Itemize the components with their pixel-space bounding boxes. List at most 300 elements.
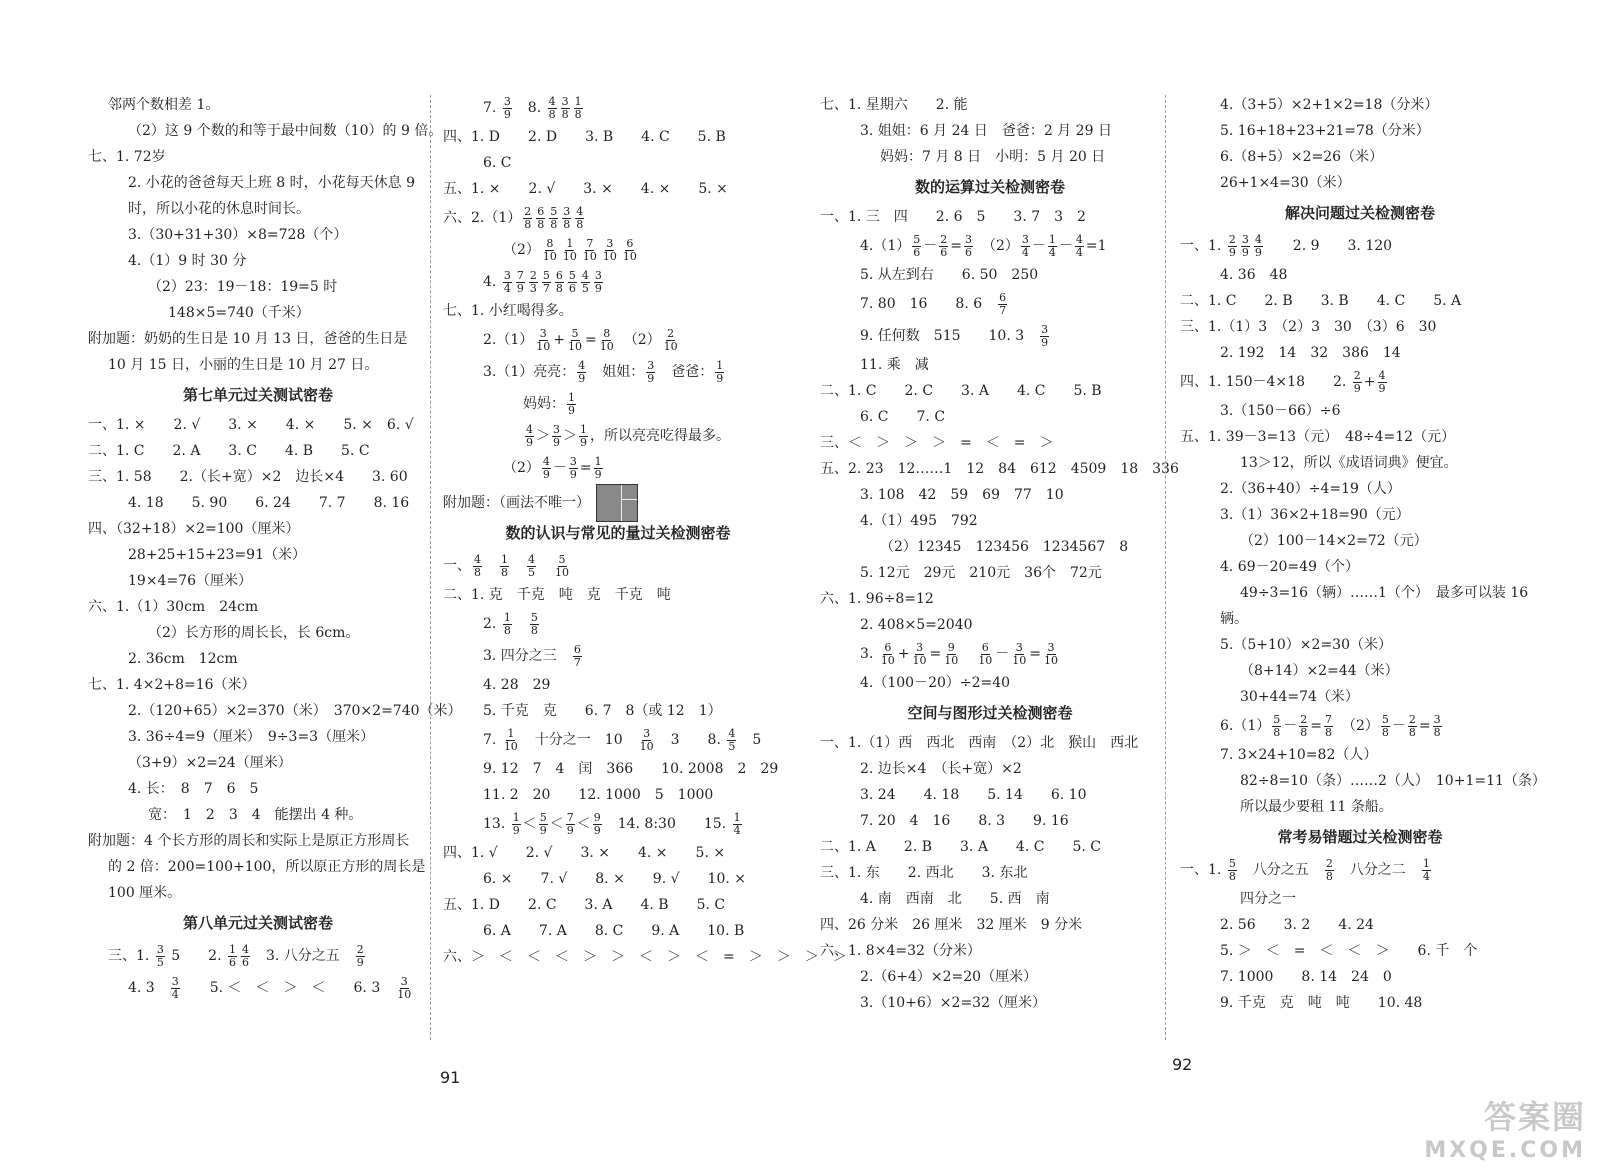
answer-text: （2）100－14×2=72（元） (1240, 533, 1428, 549)
answer-text: 5. 千克 克 6. 7 8（或 12 1） (483, 703, 722, 719)
answer-text: 五、1. D 2. C 3. A 4. B 5. C (443, 897, 726, 913)
answer-text: （2） (1335, 718, 1379, 734)
answer-line (1180, 606, 1540, 632)
fraction (1075, 234, 1084, 259)
answer-line (1180, 684, 1540, 710)
column-divider (1165, 95, 1166, 1040)
numerator: 3 (1433, 712, 1441, 726)
fraction (1408, 714, 1417, 739)
answer-text: 3. 108 42 59 69 77 10 (860, 487, 1064, 503)
answer-text: （2） (503, 242, 540, 258)
answer-line (88, 854, 428, 880)
section-heading: 数的运算过关检测密卷 (914, 178, 1065, 196)
numerator: 4 (581, 268, 589, 282)
answer-text: = (929, 646, 942, 662)
answer-line (1180, 742, 1540, 768)
denominator: 8 (550, 217, 558, 231)
denominator: 4 (1422, 869, 1430, 883)
numerator: 4 (241, 942, 249, 956)
answer-text: 辆。 (1220, 611, 1248, 627)
denominator: 10 (542, 249, 557, 263)
numerator: 9 (593, 810, 601, 824)
answer-text: 13＞12，所以《成语词典》便宜。 (1240, 455, 1458, 471)
answer-text: 4. 69－20=49（个） (1220, 559, 1359, 575)
numerator: 3 (965, 232, 972, 246)
answer-text: 四、1. √ 2. √ 3. × 4. × 5. × (443, 845, 726, 861)
watermark-site: MXQE.COM (1424, 1138, 1586, 1163)
denominator: 4 (503, 281, 511, 295)
answer-text: 6. × 7. √ 8. × 9. √ 10. × (483, 871, 746, 887)
fraction (548, 96, 557, 121)
numerator: 1 (1422, 856, 1430, 870)
numerator: 3 (539, 326, 547, 340)
fraction (1433, 714, 1442, 739)
fraction (574, 96, 583, 121)
numerator: 3 (563, 204, 571, 218)
denominator: 8 (503, 623, 511, 637)
answer-line (1180, 118, 1540, 144)
answer-text: － (1031, 238, 1046, 254)
answer-text: 4. 18 5. 90 6. 24 7. 7 8. 16 (128, 495, 410, 511)
answer-text: 5. 从左到右 6. 50 250 (860, 267, 1039, 283)
denominator: 10 (639, 739, 654, 753)
fraction (503, 270, 512, 295)
denominator: 6 (965, 245, 972, 259)
answer-text: 3. 四分之三 (483, 648, 571, 664)
answer-text: 附加题：4 个长方形的周长和实际上是原正方形周长 (88, 833, 410, 849)
denominator: 5 (728, 739, 736, 753)
fraction (573, 644, 582, 669)
answer-line (820, 204, 1160, 230)
answer-line (88, 516, 428, 542)
fraction (663, 328, 679, 353)
answer-text: 2. 56 3. 2 4. 24 (1220, 917, 1374, 933)
answer-line (88, 464, 428, 490)
answer-line (443, 782, 793, 808)
numerator: 2 (356, 942, 364, 956)
fraction (912, 642, 928, 667)
answer-text: 9. 千克 克 吨 吨 10. 48 (1220, 995, 1423, 1011)
answer-line (88, 222, 428, 248)
answer-line (88, 438, 428, 464)
answer-text: 2. (483, 616, 501, 632)
answer-line (1180, 398, 1540, 424)
fraction (622, 238, 638, 263)
denominator: 8 (555, 281, 563, 295)
answer-text: － (1391, 718, 1406, 734)
answer-text: 五、2. 23 12……1 12 84 612 4509 18 336 (820, 461, 1179, 477)
numerator: 6 (573, 642, 581, 656)
answer-line (1180, 92, 1540, 118)
denominator: 9 (1228, 245, 1236, 259)
fraction (561, 96, 570, 121)
answer-line (820, 118, 1160, 144)
fraction (1043, 642, 1059, 667)
answer-text: （2）23：19－18：19=5 时 (148, 279, 338, 295)
fraction (552, 424, 561, 449)
denominator: 9 (1241, 245, 1249, 259)
denominator: 9 (1378, 381, 1386, 395)
answer-text: 3.（150－66）÷6 (1220, 403, 1341, 419)
answer-line (88, 620, 428, 646)
answer-text: ，所以亮亮吃得最多。 (590, 428, 730, 444)
fraction (512, 812, 521, 837)
answer-text: 一、1. (1180, 238, 1226, 254)
answer-line (443, 92, 793, 124)
numerator: 3 (1041, 322, 1049, 336)
denominator: 8 (474, 565, 481, 579)
answer-line (443, 672, 793, 698)
fraction (568, 270, 577, 295)
answer-line (443, 356, 793, 388)
answer-text: 3. 24 4. 18 5. 14 6. 10 (860, 787, 1087, 803)
denominator: 9 (553, 435, 560, 449)
answer-text: 十分之一 10 (520, 732, 637, 748)
answer-line (443, 944, 847, 970)
answer-text: 28+25+15+23=91（米） (128, 547, 306, 563)
answer-text: ＜ (576, 816, 591, 832)
fraction (581, 270, 590, 295)
answer-text: 六、1. 8×4=32（分米） (820, 943, 981, 959)
answer-line (88, 248, 428, 274)
answer-line (1180, 476, 1540, 502)
answer-line (820, 320, 1160, 352)
answer-line (443, 866, 793, 892)
denominator: 9 (594, 467, 602, 481)
section-heading: 常考易错题过关检测密卷 (1277, 828, 1443, 846)
answer-text: 9. 12 7 4 闰 366 10. 2008 2 29 (483, 761, 779, 777)
denominator: 8 (561, 107, 569, 121)
answer-text: 2. 小花的爸爸每天上班 8 时，小花每天休息 9 (128, 175, 415, 191)
fraction (516, 270, 525, 295)
fraction (554, 554, 570, 579)
denominator: 8 (574, 107, 582, 121)
section-heading: 第八单元过关测试密卷 (182, 914, 333, 932)
answer-text: 4. 3 (128, 980, 169, 996)
fraction (503, 612, 512, 637)
denominator: 9 (594, 281, 602, 295)
answer-text: 11. 乘 减 (860, 357, 929, 373)
answer-line (88, 196, 428, 222)
denominator: 9 (580, 435, 587, 449)
answer-line (820, 262, 1160, 288)
numerator: 9 (947, 640, 955, 654)
answer-text: 七、1. 4×2+8=16（米） (88, 677, 256, 693)
answer-text: 五、1. 39－3=13（元） 48÷4=12（元） (1180, 429, 1456, 445)
answer-text: 7. 80 16 8. 6 (860, 296, 997, 312)
answer-text: 三、＜ ＞ ＞ ＞ = ＜ = ＞ (820, 435, 1054, 451)
fraction (1353, 370, 1362, 395)
answer-text: 6.（1） (1220, 718, 1271, 734)
fraction (396, 976, 412, 1001)
answer-text: 六、1.（1）30cm 24cm (88, 599, 259, 615)
denominator: 7 (573, 655, 581, 669)
column-4 (1180, 92, 1546, 1016)
denominator: 5 (528, 565, 535, 579)
fraction (529, 270, 538, 295)
answer-text: 6. A 7. A 8. C 9. A 10. B (483, 923, 745, 939)
answer-line (1180, 230, 1540, 262)
answer-line (443, 324, 793, 356)
numerator: 6 (981, 640, 989, 654)
answer-text: 14. 8:30 15. (603, 816, 731, 832)
answer-line (820, 756, 1160, 782)
answer-text: 4.（1）9 时 30 分 (128, 253, 247, 269)
denominator: 4 (1021, 245, 1029, 259)
answer-line (1180, 554, 1540, 580)
answer-line (88, 750, 428, 776)
numerator: 3 (1021, 232, 1029, 246)
numerator: 5 (558, 552, 566, 566)
answer-text: 5 (738, 732, 762, 748)
denominator: 4 (171, 987, 179, 1001)
numerator: 5 (530, 610, 538, 624)
answer-line (820, 560, 1160, 586)
answer-text: 2. 9 3. 120 (1264, 238, 1393, 254)
answer-text: + (897, 646, 910, 662)
denominator: 8 (501, 565, 508, 579)
answer-text: （2） (975, 238, 1019, 254)
fraction (1021, 234, 1030, 259)
fraction (241, 944, 250, 969)
answer-text: 八分之五 (1238, 862, 1323, 878)
denominator: 10 (622, 249, 637, 263)
fraction (567, 328, 583, 353)
fraction (593, 812, 602, 837)
watermark-logo (1424, 1092, 1586, 1163)
answer-text: + (1363, 374, 1376, 390)
answer-line (88, 940, 428, 972)
denominator: 8 (576, 217, 584, 231)
denominator: 10 (880, 653, 895, 667)
fraction (569, 456, 578, 481)
denominator: 8 (1408, 725, 1416, 739)
answer-line (88, 568, 428, 594)
answer-text: 2. 边长×4 （长+宽）×2 (860, 761, 1022, 777)
denominator: 9 (356, 955, 364, 969)
numerator: 4 (576, 204, 584, 218)
answer-text: － (995, 646, 1010, 662)
numerator: 2 (940, 232, 948, 246)
answer-text: 六、＞ ＜ ＜ ＜ ＞ ＞ ＜ ＞ ＜ = ＞ ＞ ＞ ＞ (443, 949, 847, 965)
answer-line (443, 202, 793, 234)
answer-text: = (1418, 718, 1431, 734)
fraction (567, 392, 576, 417)
denominator: 10 (944, 653, 959, 667)
fraction (536, 206, 545, 231)
answer-text: （2）12345 123456 1234567 8 (880, 539, 1129, 555)
numerator: 3 (553, 422, 560, 436)
answer-text: 2. 192 14 32 386 14 (1220, 345, 1401, 361)
answer-text (511, 558, 525, 574)
answer-text: 9. 任何数 515 10. 3 (860, 328, 1039, 344)
answer-text: 三、1. 58 2.（长+宽）×2 边长×4 3. 60 (88, 469, 408, 485)
numerator: 3 (569, 454, 577, 468)
answer-text: （2） (503, 460, 540, 476)
answer-line (88, 542, 428, 568)
denominator: 10 (582, 249, 597, 263)
numerator: 5 (539, 810, 547, 824)
column-1 (88, 92, 462, 1004)
answer-text: 时，所以小花的休息时间长。 (128, 201, 310, 217)
answer-line (820, 938, 1160, 964)
denominator: 9 (716, 371, 724, 385)
answer-line (1180, 854, 1540, 886)
answer-line (820, 912, 1160, 938)
denominator: 10 (602, 249, 617, 263)
column-2 (443, 92, 847, 970)
answer-text: 一、1. × 2. √ 3. × 4. × 5. × 6. √ (88, 417, 414, 433)
answer-line (820, 534, 1160, 560)
numerator: 4 (528, 552, 535, 566)
section-heading: 第七单元过关测试密卷 (182, 386, 333, 404)
answer-text: 的 2 倍：200=100+100，所以原正方形的周长是 (108, 859, 426, 875)
column-3 (820, 92, 1179, 1016)
answer-line (1180, 580, 1540, 606)
answer-text: 49÷3=16（辆）……1（个） 最多可以装 16 (1240, 585, 1529, 601)
answer-line (1180, 528, 1540, 554)
denominator: 9 (512, 823, 520, 837)
answer-line (820, 670, 1160, 696)
denominator: 8 (1300, 725, 1308, 739)
denominator: 4 (1048, 245, 1056, 259)
numerator: 3 (647, 358, 655, 372)
answer-line (443, 388, 793, 420)
answer-text: 2. 408×5=2040 (860, 617, 973, 633)
fraction (582, 238, 598, 263)
answer-line (820, 586, 1160, 612)
fraction (1272, 714, 1281, 739)
numerator: 1 (574, 94, 582, 108)
answer-line (820, 964, 1160, 990)
fraction (1325, 858, 1334, 883)
numerator: 7 (586, 236, 594, 250)
denominator: 7 (999, 303, 1007, 317)
fraction (539, 812, 548, 837)
numerator: 4 (474, 552, 481, 566)
answer-line (88, 412, 428, 438)
fraction (639, 728, 655, 753)
answer-text: 四、26 分米 26 厘米 32 厘米 9 分米 (820, 917, 1083, 933)
answer-line (443, 608, 793, 640)
fraction (555, 270, 564, 295)
answer-text: 3. 姐姐：6 月 24 日 爸爸：2 月 29 日 (860, 123, 1112, 139)
section-heading: 数的认识与常见的量过关检测密卷 (505, 524, 731, 542)
denominator: 9 (566, 823, 574, 837)
answer-text: （3+9）×2=24（厘米） (128, 755, 292, 771)
answer-text: 爸爸： (657, 364, 714, 380)
denominator: 10 (1044, 653, 1059, 667)
numerator: 2 (529, 268, 537, 282)
answer-line (820, 430, 1160, 456)
numerator: 2 (1228, 232, 1236, 246)
answer-text: 100 厘米。 (108, 885, 182, 901)
denominator: 3 (529, 281, 537, 295)
numerator: 3 (606, 236, 614, 250)
denominator: 10 (536, 339, 551, 353)
answer-text: = (585, 332, 597, 348)
answer-line (443, 582, 793, 608)
answer-line (820, 860, 1160, 886)
denominator: 8 (1273, 725, 1281, 739)
numerator: 1 (566, 236, 574, 250)
denominator: 8 (1433, 725, 1441, 739)
answer-line (443, 640, 793, 672)
answer-text: 2.（36+40）÷4=19（人） (1220, 481, 1401, 497)
fraction (542, 238, 558, 263)
answer-text: 妈妈：7 月 8 日 小明：5 月 20 日 (880, 149, 1106, 165)
numerator: 1 (568, 390, 575, 404)
fraction (562, 238, 578, 263)
fraction (156, 944, 165, 969)
answer-text: 三、1.（1）3 （2）3 30 （3）6 30 (1180, 319, 1437, 335)
numerator: 4 (1075, 232, 1083, 246)
answer-text: 七、1. 小红喝得多。 (443, 303, 573, 319)
answer-line (443, 266, 793, 298)
numerator: 5 (542, 268, 550, 282)
answer-text (538, 558, 552, 574)
numerator: 2 (1353, 368, 1361, 382)
denominator: 9 (503, 107, 511, 121)
answer-text: 5. ＞ ＜ = ＜ ＜ ＞ 6. 千 个 (1220, 943, 1478, 959)
answer-text: 姐姐： (588, 364, 645, 380)
denominator: 10 (397, 987, 412, 1001)
denominator: 8 (548, 107, 556, 121)
answer-text: 82÷8=10（条）……2（人） 10+1=11（条） (1240, 773, 1546, 789)
numerator: 2 (1300, 712, 1308, 726)
answer-text: 3 8. (656, 732, 726, 748)
answer-text: 4.（1）495 792 (860, 513, 978, 529)
fraction (1254, 234, 1263, 259)
section-heading: 解决问题过关检测密卷 (1284, 204, 1435, 222)
answer-text: 4. 36 48 (1220, 267, 1288, 283)
answer-text: 5. ＜ ＜ ＞ ＜ 6. 3 (181, 980, 395, 996)
numerator: 5 (550, 204, 558, 218)
denominator: 10 (663, 339, 678, 353)
answer-text: － (923, 238, 938, 254)
answer-line (88, 326, 428, 352)
numerator: 2 (1408, 712, 1416, 726)
answer-text: 3.（10+6）×2=32（厘米） (860, 995, 1046, 1011)
answer-text: 四分之一 (1240, 891, 1296, 907)
answer-text: （2） (616, 332, 661, 348)
answer-text: 7. 20 4 16 8. 3 9. 16 (860, 813, 1069, 829)
numerator: 4 (1378, 368, 1386, 382)
answer-text: 3. (860, 646, 878, 662)
denominator: 8 (530, 623, 538, 637)
answer-text: 二、1. C 2. C 3. A 4. C 5. B (820, 383, 1102, 399)
answer-text: 3.（1）亮亮： (483, 364, 576, 380)
answer-text: 二、1. C 2. B 3. B 4. C 5. A (1180, 293, 1462, 309)
answer-text: 5 2. (166, 948, 226, 964)
fraction (1040, 324, 1049, 349)
fraction (977, 642, 993, 667)
answer-text: 四、（32+18）×2=100（厘米） (88, 521, 300, 537)
numerator: 2 (524, 204, 532, 218)
fraction (1011, 642, 1027, 667)
answer-text: 七、1. 星期六 2. 能 (820, 97, 968, 113)
answer-line (443, 298, 793, 324)
answer-text: － (552, 460, 567, 476)
fraction (880, 642, 896, 667)
answer-text: 13. (483, 816, 510, 832)
fraction (575, 206, 584, 231)
numerator: 1 (503, 610, 511, 624)
answer-line (820, 92, 1160, 118)
answer-line (820, 404, 1160, 430)
answer-line (1180, 938, 1540, 964)
numerator: 2 (667, 326, 675, 340)
